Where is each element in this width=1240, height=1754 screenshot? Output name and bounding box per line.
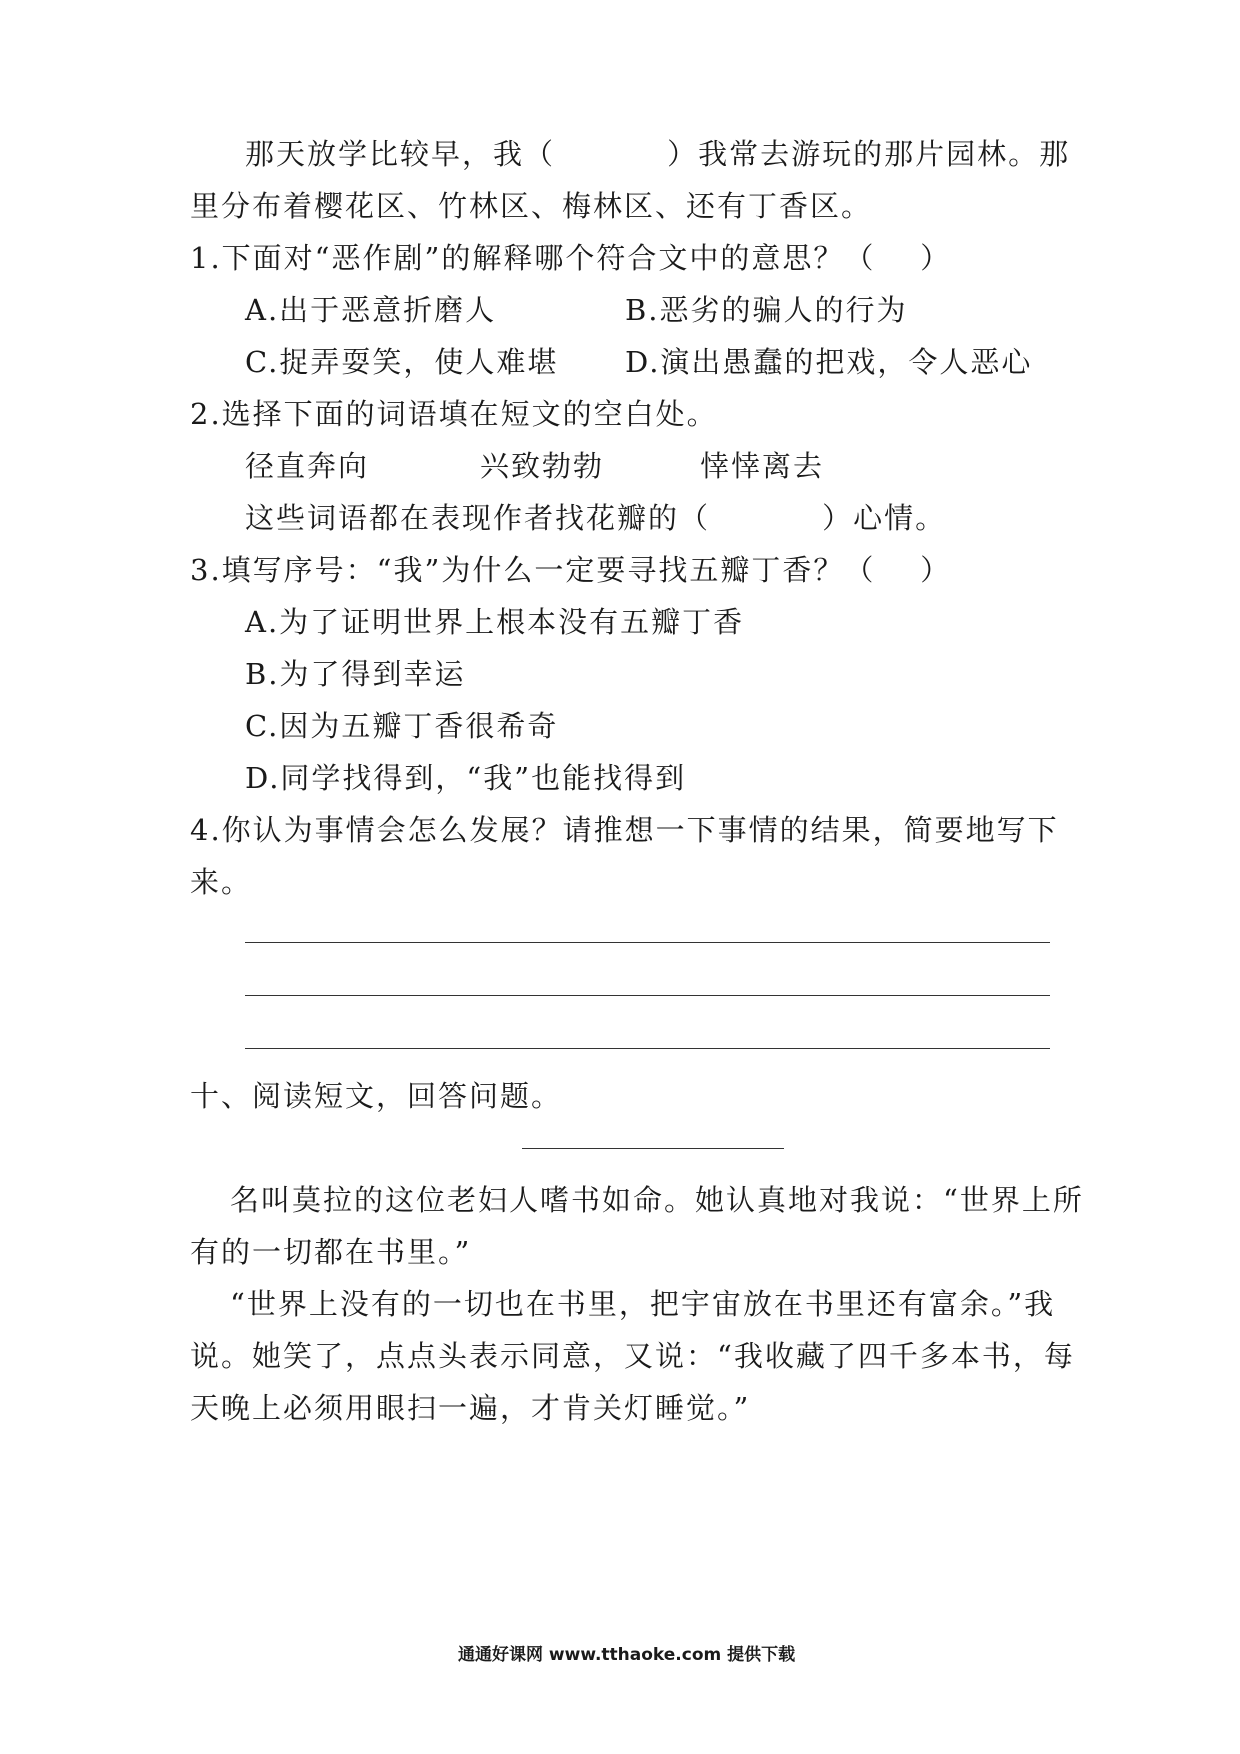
- passage-line: 名叫莫拉的这位老妇人嗜书如命。她认真地对我说：“世界上所: [230, 1183, 1084, 1217]
- option-d: D.演出愚蠢的把戏，令人恶心: [625, 345, 1033, 379]
- question-stem: 2.选择下面的词语填在短文的空白处。: [190, 397, 718, 431]
- title-blank-line: [522, 1148, 784, 1149]
- option-c: C.因为五瓣丁香很希奇: [245, 709, 559, 743]
- answer-line: [245, 995, 1050, 996]
- option-b: B.恶劣的骗人的行为: [625, 293, 908, 327]
- word-choice: 悻悻离去: [700, 449, 825, 483]
- question-stem: 3.填写序号：“我”为什么一定要寻找五瓣丁香？（ ）: [190, 553, 952, 587]
- question-stem: 1.下面对“恶作剧”的解释哪个符合文中的意思？（ ）: [190, 241, 952, 275]
- word-choice: 兴致勃勃: [480, 449, 605, 483]
- option-a: A.为了证明世界上根本没有五瓣丁香: [245, 605, 745, 639]
- passage-line: 说。她笑了，点点头表示同意，又说：“我收藏了四千多本书，每: [190, 1339, 1075, 1373]
- question-stem: 来。: [190, 865, 253, 899]
- passage-line: 里分布着樱花区、竹林区、梅林区、还有丁香区。: [190, 189, 873, 223]
- answer-line: [245, 942, 1050, 943]
- passage-line: 天晚上必须用眼扫一遍，才肯关灯睡觉。”: [190, 1391, 751, 1425]
- passage-line: “世界上没有的一切也在书里，把宇宙放在书里还有富余。”我: [230, 1287, 1056, 1321]
- section-heading: 十、阅读短文，回答问题。: [190, 1079, 563, 1113]
- passage-line: 有的一切都在书里。”: [190, 1235, 472, 1269]
- question-stem: 4.你认为事情会怎么发展？请推想一下事情的结果，简要地写下: [190, 813, 1059, 847]
- option-d: D.同学找得到，“我”也能找得到: [245, 761, 687, 795]
- passage-line: 那天放学比较早，我（ ）我常去游玩的那片园林。那: [245, 137, 1071, 171]
- option-b: B.为了得到幸运: [245, 657, 466, 691]
- footer-watermark: 通通好课网 www.tthaoke.com 提供下载: [458, 1645, 796, 1665]
- word-choice: 径直奔向: [245, 449, 370, 483]
- question-sentence: 这些词语都在表现作者找花瓣的（ ）心情。: [245, 501, 947, 535]
- option-c: C.捉弄耍笑，使人难堪: [245, 345, 559, 379]
- answer-line: [245, 1048, 1050, 1049]
- option-a: A.出于恶意折磨人: [245, 293, 497, 327]
